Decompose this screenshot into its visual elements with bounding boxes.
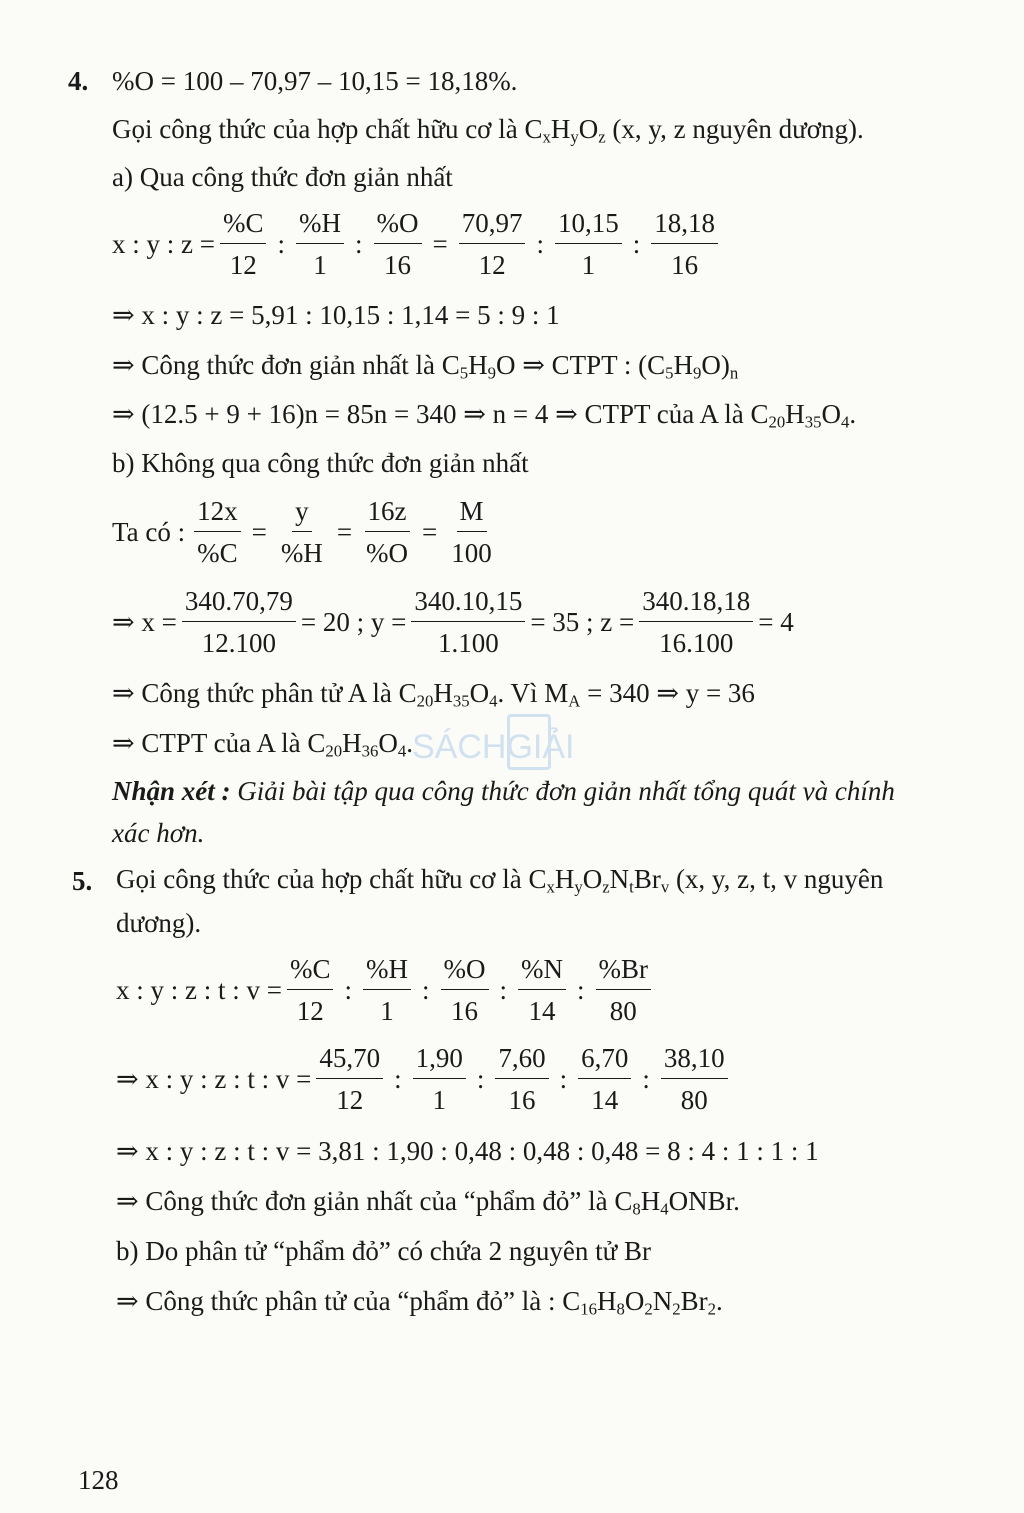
fraction: %H 1 (363, 956, 411, 1025)
fraction: %Br 80 (596, 956, 652, 1025)
simplest-formula-line-5: ⇒ Công thức đơn giản nhất của “phẩm đỏ” là $C_8H_4ONBr$. (116, 1186, 740, 1219)
ratio-equation-5: x : y : z : t : v = $\frac{\%C}{12}$ : %H 1 : %O 16 : %N 14 : %Br 80 (116, 956, 656, 1025)
fraction: %O 16 (441, 956, 489, 1025)
formula-definition-line-5b: dương). (116, 908, 202, 938)
proportion-equation: Ta có : $\frac{12x}{\%C}$ = $\frac{y}{\%H}$ = $\frac{16z}{\%O}$ = $\frac{M}{100}$ (112, 498, 500, 567)
fraction: $\frac{16z}{\%O}$ (366, 496, 409, 568)
fraction: 7,60 16 (495, 1045, 548, 1114)
fraction: %N 14 (518, 956, 566, 1025)
formula-definition-line: Gọi công thức của hợp chất hữu cơ là $C_xH_yO_z$ (x, y, z nguyên dương). (112, 114, 864, 147)
watermark-text: SÁCHGIẢI (412, 728, 575, 766)
ratio-equation-4: x : y : z = $\frac{\%C}{12}$ : %H 1 : $\frac{\%O}{16}$ = $\frac{70,97}{12}$ : 10,15 1 : 18,18 16 (112, 210, 723, 279)
fraction: 1,90 1 (413, 1045, 466, 1114)
xyz-calculation: ⇒ x = $\frac{340.70,79}{12.100}$ = 20 ; y = $\frac{340.10,15}{1.100}$ = 35 ; z = $\frac{340.18,18}{16.100}$ = 4 (112, 586, 794, 658)
bromine-note-line: b) Do phân tử “phẩm đỏ” có chứa 2 nguyên tử Br (116, 1236, 652, 1266)
ratio-result-line-5: ⇒ x : y : z : t : v = 3,81 : 1,90 : 0,48 : 0,48 : 0,48 = 8 : 4 : 1 : 1 : 1 (116, 1136, 819, 1166)
fraction: $\frac{y}{\%H}$ (280, 496, 323, 568)
ratio-values-5: ⇒ x : y : z : t : v = $\frac{45,70}{12}$ : 1,90 1 : 7,60 16 : 6,70 14 : 38,10 80 (116, 1045, 733, 1114)
final-formula-line: ⇒ CTPT của A là $C_{20}H_{36}O_4$. (112, 728, 413, 761)
fraction: 18,18 16 (651, 210, 718, 279)
formula-definition-line-5: Gọi công thức của hợp chất hữu cơ là $C_xH_yO_zN_tBr_v$ (x, y, z, t, v nguyên (116, 864, 884, 897)
fraction: $\frac{\%C}{12}$ (287, 956, 334, 1025)
final-formula-line-5: ⇒ Công thức phân tử của “phẩm đỏ” là : $C_{16}H_8O_2N_2Br_2$. (116, 1286, 723, 1319)
simplest-formula-line: ⇒ Công thức đơn giản nhất là $C_5H_9O$ ⇒ CTPT : $(C_5H_9O)_n$ (112, 350, 739, 383)
remark-line-2: xác hơn. (112, 818, 205, 848)
fraction: $\frac{340.18,18}{16.100}$ (639, 588, 753, 657)
watermark (412, 720, 622, 776)
part-a-heading: a) Qua công thức đơn giản nhất (112, 162, 453, 192)
fraction: $\frac{340.70,79}{12.100}$ (182, 588, 296, 657)
n-calculation-line: ⇒ (12.5 + 9 + 16)n = 85n = 340 ⇒ n = 4 ⇒ CTPT của A là $C_{20}H_{35}O_4$. (112, 399, 857, 432)
ratio-result-line: ⇒ x : y : z = 5,91 : 10,15 : 1,14 = 5 : 9 : 1 (112, 300, 560, 330)
remark-line: Nhận xét : Giải bài tập qua công thức đơn giản nhất tổng quát và chính (112, 776, 895, 806)
problem-4-number: 4. (68, 66, 89, 96)
fraction: $\frac{M}{100}$ (451, 496, 492, 568)
fraction: 6,70 14 (578, 1045, 631, 1114)
page-number: 128 (78, 1465, 119, 1495)
fraction: $\frac{70,97}{12}$ (459, 210, 526, 279)
fraction: %H 1 (296, 210, 344, 279)
part-b-heading: b) Không qua công thức đơn giản nhất (112, 448, 529, 478)
oxygen-percent-line: %O = 100 – 70,97 – 10,15 = 18,18%. (112, 66, 518, 96)
fraction: $\frac{12x}{\%C}$ (194, 498, 241, 567)
fraction: $\frac{45,70}{12}$ (316, 1045, 383, 1114)
fraction: 38,10 80 (661, 1045, 728, 1114)
problem-5-number: 5. (72, 866, 93, 896)
fraction: $\frac{\%O}{16}$ (374, 210, 422, 279)
fraction: $\frac{340.10,15}{1.100}$ (411, 588, 525, 657)
fraction: 10,15 1 (555, 210, 622, 279)
fraction: $\frac{\%C}{12}$ (220, 210, 267, 279)
molecular-formula-line: ⇒ Công thức phân tử A là $C_{20}H_{35}O_4$. Vì $M_A = 340$ ⇒ y = 36 (112, 678, 755, 711)
